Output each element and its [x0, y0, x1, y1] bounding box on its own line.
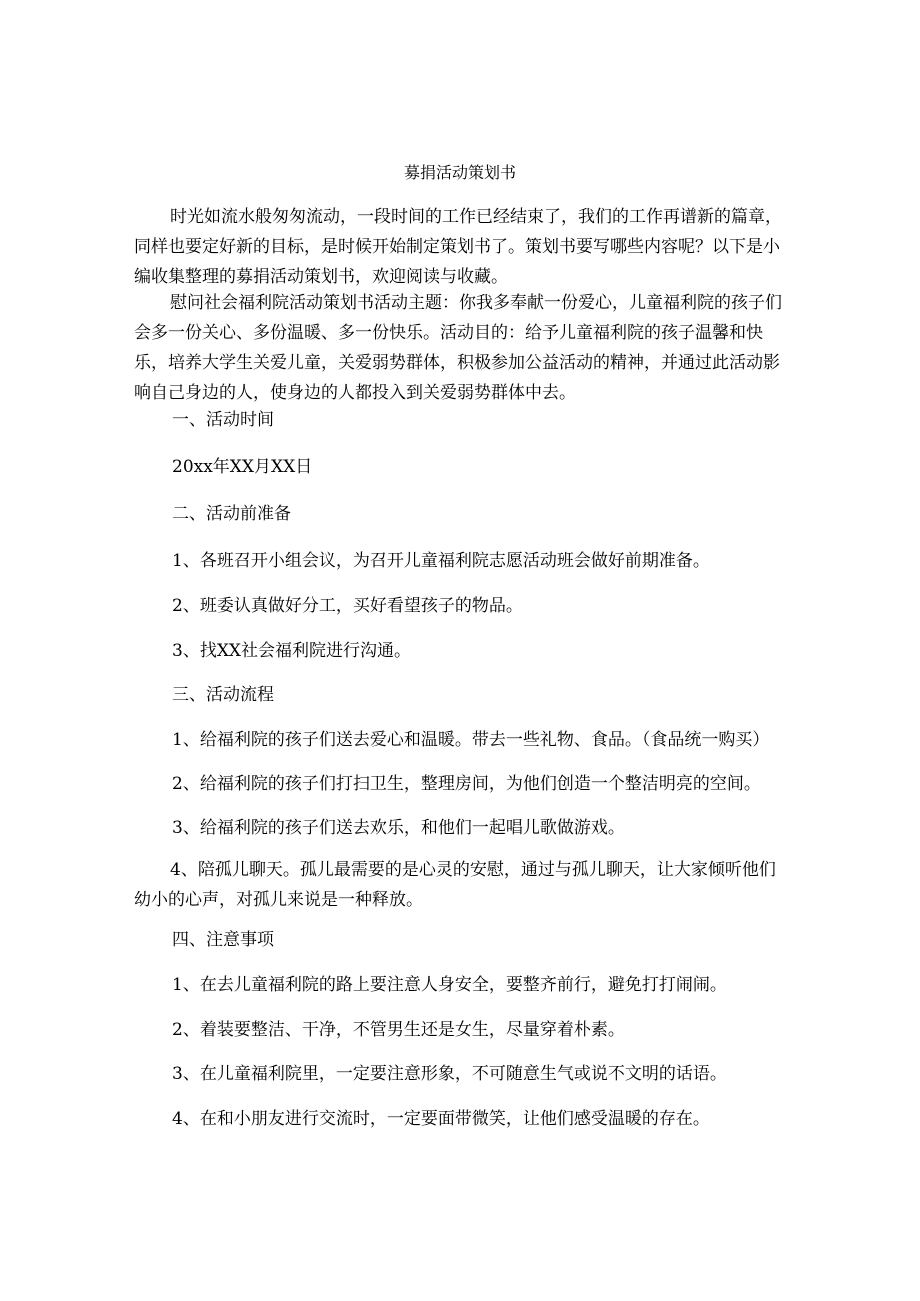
document-title: 募捐活动策划书	[403, 163, 516, 182]
process-item: 3、给福利院的孩子们送去欢乐，和他们一起唱儿歌做游戏。	[172, 818, 625, 838]
notes-item: 4、在和小朋友进行交流时，一定要面带微笑，让他们感受温暖的存在。	[172, 1109, 710, 1129]
activity-date: 20xx年XX月XX日	[172, 457, 313, 477]
process-item: 2、给福利院的孩子们打扫卫生，整理房间，为他们创造一个整洁明亮的空间。	[172, 774, 761, 794]
section-heading-time: 一、活动时间	[172, 410, 274, 430]
preparation-item: 3、找XX社会福利院进行沟通。	[172, 641, 412, 661]
process-item: 4、陪孤儿聊天。孤儿最需要的是心灵的安慰，通过与孤儿聊天，让大家倾听他们幼小的心声，对孤儿来说是一种释放。	[134, 860, 776, 910]
theme-paragraph: 慰问社会福利院活动策划书活动主题：你我多奉献一份爱心，儿童福利院的孩子们会多一份关心、多份温暖、多一份快乐。活动目的：给予儿童福利院的孩子温馨和快乐，培养大学生关爱儿童，关爱弱势群体，积极参加公益活动的精神，并通过此活动影响自己身边的人，使身边的人都投入到关爱弱势群体中去。	[134, 293, 782, 403]
notes-item: 2、着装要整洁、干净，不管男生还是女生，尽量穿着朴素。	[172, 1020, 625, 1040]
intro-paragraph: 时光如流水般匆匆流动，一段时间的工作已经结束了，我们的工作再谱新的篇章，同样也要定好新的目标，是时候开始制定策划书了。策划书要写哪些内容呢？以下是小编收集整理的募捐活动策划书，欢迎阅读与收藏。	[134, 207, 782, 287]
notes-item: 3、在儿童福利院里，一定要注意形象，不可随意生气或说不文明的话语。	[172, 1064, 727, 1084]
process-item: 1、给福利院的孩子们送去爱心和温暖。带去一些礼物、食品。（食品统一购买）	[172, 730, 770, 750]
section-heading-notes: 四、注意事项	[172, 930, 274, 950]
section-heading-preparation: 二、活动前准备	[172, 504, 291, 524]
preparation-item: 2、班委认真做好分工，买好看望孩子的物品。	[172, 596, 523, 616]
notes-item: 1、在去儿童福利院的路上要注意人身安全，要整齐前行，避免打打闹闹。	[172, 975, 727, 995]
section-heading-process: 三、活动流程	[172, 685, 274, 705]
preparation-item: 1、各班召开小组会议，为召开儿童福利院志愿活动班会做好前期准备。	[172, 551, 710, 571]
